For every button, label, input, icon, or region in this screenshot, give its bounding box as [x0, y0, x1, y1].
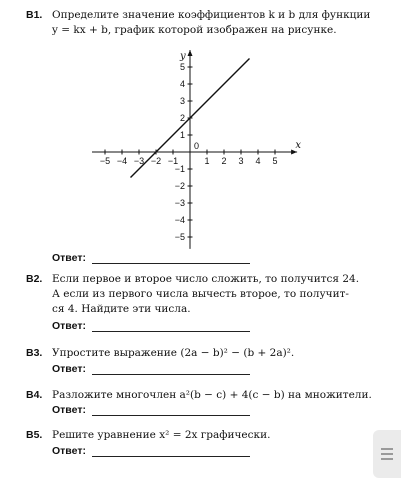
task-line: Определите значение коэффициентов k и b для функции [52, 9, 371, 21]
x-tick-label: −1 [167, 156, 179, 166]
task-number: B5. [26, 429, 43, 441]
task-b1 [26, 8, 393, 38]
x-tick-label: 3 [238, 156, 244, 166]
task-text [52, 272, 393, 317]
y-tick-label: 5 [179, 62, 185, 72]
task-number: B1. [26, 9, 43, 21]
task-text [52, 428, 393, 443]
y-tick-label: 2 [179, 113, 185, 123]
task-number: B3. [26, 347, 43, 359]
answer-field-b4[interactable] [92, 415, 250, 416]
y-tick-label: −4 [174, 215, 185, 225]
task-b3 [26, 346, 393, 361]
task-text [52, 388, 393, 403]
task-number: B4. [26, 389, 43, 401]
x-tick-label: −5 [99, 156, 111, 166]
answer-label-b5: Ответ: [52, 445, 86, 457]
task-text [52, 346, 393, 361]
task-number: B2. [26, 273, 43, 285]
axes [92, 50, 301, 249]
task-text [52, 8, 393, 38]
y-tick-label: −5 [174, 232, 185, 242]
task-line: ся 4. Найдите эти числа. [52, 303, 191, 315]
x-axis-label: x [295, 140, 302, 151]
task-line: А если из первого числа вычесть второе, то получит- [52, 288, 349, 300]
y-tick-label: 1 [179, 130, 185, 140]
answer-field-b1[interactable] [92, 263, 250, 264]
x-tick-label: 4 [255, 156, 261, 166]
task-line: y = kx + b, график которой изображен на рисунке. [52, 24, 337, 36]
y-tick-label: 4 [179, 79, 185, 89]
origin-label: 0 [194, 141, 200, 151]
task-line: Разложите многочлен a²(b − c) + 4(c − b) на множители. [52, 389, 372, 401]
task-b2 [26, 272, 393, 317]
task-b4 [26, 388, 393, 403]
answer-field-b3[interactable] [92, 374, 250, 375]
y-tick-label: −2 [174, 181, 185, 191]
answer-label-b1: Ответ: [52, 252, 86, 264]
function-graph [80, 42, 300, 247]
x-tick-label: −4 [116, 156, 128, 166]
y-tick-label: 3 [179, 96, 185, 106]
side-menu-button[interactable] [373, 430, 401, 478]
x-tick-label: 2 [221, 156, 227, 166]
answer-field-b5[interactable] [92, 456, 250, 457]
answer-label-b4: Ответ: [52, 404, 86, 416]
task-line: Если первое и второе число сложить, то получится 24. [52, 273, 360, 285]
answer-field-b2[interactable] [92, 331, 250, 332]
x-tick-label: 1 [204, 156, 210, 166]
task-line: Решите уравнение x² = 2x графически. [52, 429, 271, 441]
y-tick-label: −3 [174, 198, 185, 208]
y-tick-label: −1 [174, 164, 185, 174]
y-axis-arrow [188, 50, 193, 56]
x-tick-label: 5 [272, 156, 278, 166]
task-b5 [26, 428, 393, 443]
answer-label-b2: Ответ: [52, 320, 86, 332]
x-tick-label: −3 [133, 156, 145, 166]
task-line: Упростите выражение (2a − b)² − (b + 2a)². [52, 347, 295, 359]
y-axis-label: y [180, 51, 186, 63]
answer-label-b3: Ответ: [52, 363, 86, 375]
x-tick-label: −2 [150, 156, 162, 166]
